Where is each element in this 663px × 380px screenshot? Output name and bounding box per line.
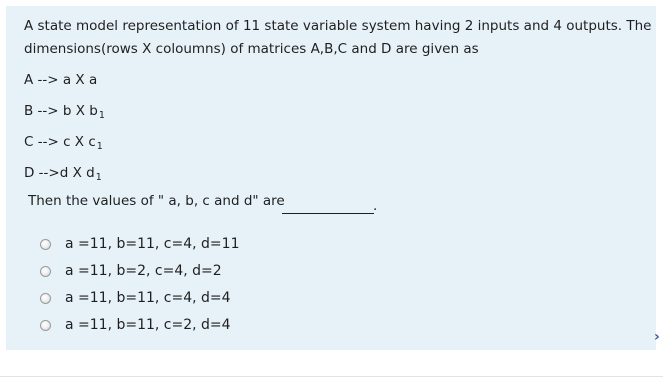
question-text-line-1: A state model representation of 11 state variable system having 2 inputs and 4 outputs. The [24, 18, 652, 34]
option-2-radio[interactable] [40, 266, 51, 277]
question-text-line-2: dimensions(rows X coloumns) of matrices A,B,C and D are given as [24, 41, 479, 57]
matrix-b-subscript: 1 [98, 110, 105, 121]
matrix-c-subscript: 1 [96, 141, 103, 152]
answer-blank-period: . [373, 198, 378, 214]
next-arrow-icon[interactable]: › [654, 329, 660, 345]
matrix-b-dimension [24, 102, 105, 122]
matrix-a-dimension: A --> a X a [24, 72, 98, 88]
option-4-radio[interactable] [40, 320, 51, 331]
option-3[interactable] [40, 289, 231, 307]
option-1-label[interactable]: a =11, b=11, c=4, d=11 [65, 236, 240, 252]
matrix-d-text: D -->d X d [24, 165, 95, 181]
question-prompt: Then the values of " a, b, c and d" are [28, 193, 285, 209]
matrix-c-text: C --> c X c [24, 134, 96, 150]
option-1[interactable] [40, 235, 239, 253]
option-4[interactable] [40, 316, 231, 334]
option-3-label[interactable]: a =11, b=11, c=4, d=4 [65, 290, 231, 306]
option-1-radio[interactable] [40, 239, 51, 250]
bottom-divider [0, 376, 663, 377]
matrix-d-dimension [24, 164, 102, 184]
option-4-label[interactable]: a =11, b=11, c=2, d=4 [65, 317, 231, 333]
matrix-b-text: B --> b X b [24, 103, 98, 119]
option-2[interactable] [40, 262, 222, 280]
option-3-radio[interactable] [40, 293, 51, 304]
matrix-c-dimension [24, 133, 103, 153]
question-panel [6, 6, 656, 350]
matrix-d-subscript: 1 [95, 172, 102, 183]
option-2-label[interactable]: a =11, b=2, c=4, d=2 [65, 263, 222, 279]
answer-blank-line [282, 213, 374, 214]
